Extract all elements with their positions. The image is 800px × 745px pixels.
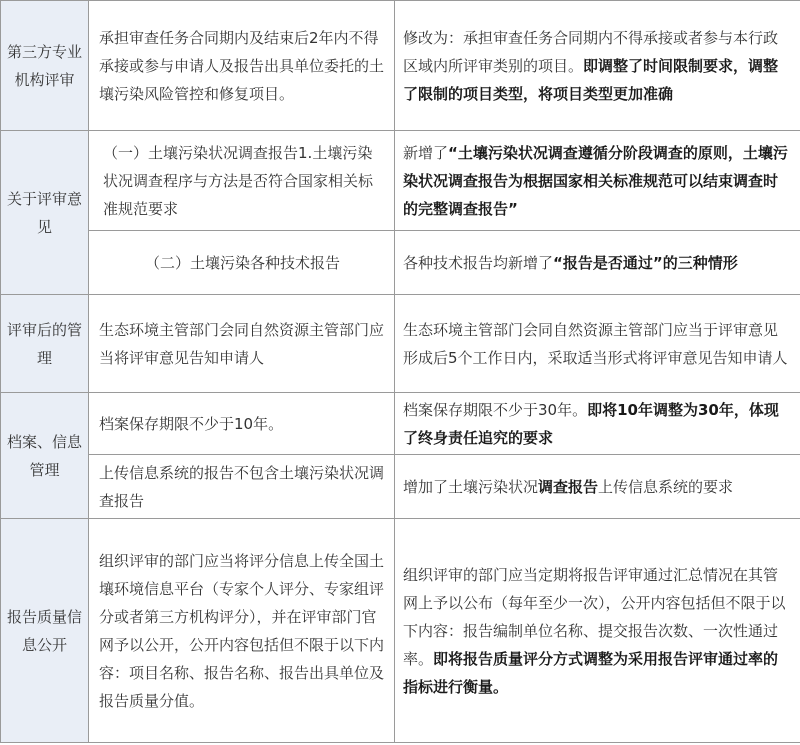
original-text: 生态环境主管部门会同自然资源主管部门应当将评审意见告知申请人 (89, 295, 395, 393)
row-category: 档案、信息管理 (1, 393, 89, 519)
table-row (1, 231, 800, 295)
table-row (1, 455, 800, 519)
row-category: 评审后的管理 (1, 295, 89, 393)
original-text: （一）土壤污染状况调查报告1.土壤污染状况调查程序与方法是否符合国家相关标准规范要求 (89, 131, 395, 231)
table-row (1, 393, 800, 455)
revised-bold: 即将报告质量评分方式调整为采用报告评审通过率的指标进行衡量。 (403, 649, 779, 696)
revised-text (395, 455, 800, 519)
original-text: 上传信息系统的报告不包含土壤污染状况调查报告 (89, 455, 395, 519)
table-row (1, 295, 800, 393)
table-row (1, 519, 800, 743)
original-text: 承担审查任务合同期内及结束后2年内不得承接或参与申请人及报告出具单位委托的土壤污染风险管控和修复项目。 (89, 1, 395, 131)
original-text: 档案保存期限不少于10年。 (89, 393, 395, 455)
table-row (1, 1, 800, 131)
revised-plain: 新增了 (403, 143, 449, 162)
row-category: 第三方专业机构评审 (1, 1, 89, 131)
revised-bold: “土壤污染状况调查遵循分阶段调查的原则，土壤污染状况调查报告为根据国家相关标准规范可以结束调查时的完整调查报告” (403, 143, 788, 218)
revised-text (395, 393, 800, 455)
revised-post: 上传信息系统的要求 (598, 477, 734, 496)
revised-text (395, 1, 800, 131)
revised-pre: 增加了土壤污染状况 (403, 477, 539, 496)
revised-text: 生态环境主管部门会同自然资源主管部门应当于评审意见形成后5个工作日内，采取适当形式将评审意见告知申请人 (395, 295, 800, 393)
revised-bold: 即调整了时间限制要求，调整了限制的项目类型，将项目类型更加准确 (403, 56, 779, 103)
revised-plain: 档案保存期限不少于30年。 (403, 400, 588, 419)
revised-text (395, 131, 800, 231)
row-category: 报告质量信息公开 (1, 519, 89, 743)
revised-bold: 调查报告 (538, 477, 599, 496)
original-text: 组织评审的部门应当将评分信息上传全国土壤环境信息平台（专家个人评分、专家组评分或者第三方机构评分），并在评审部门官网予以公开，公开内容包括但不限于以下内容：项目名称、报告名称、报告出具单位及报告质量分值。 (89, 519, 395, 743)
revised-plain: 各种技术报告均新增了 (403, 253, 554, 272)
revised-text (395, 231, 800, 295)
table-row (1, 131, 800, 231)
revised-plain: 修改为：承担审查任务合同期内不得承接或者参与本行政区域内所评审类别的项目。 (403, 28, 779, 75)
row-category: 关于评审意见 (1, 131, 89, 295)
revised-plain: 组织评审的部门应当定期将报告评审通过汇总情况在其管网上予以公布（每年至少一次），公开内容包括但不限于以下内容：报告编制单位名称、提交报告次数、一次性通过率。 (403, 565, 786, 668)
revised-bold: 即将10年调整为30年，体现了终身责任追究的要求 (403, 400, 779, 447)
original-text: （二）土壤污染各种技术报告 (89, 231, 395, 295)
revised-text (395, 519, 800, 743)
revised-bold: “报告是否通过”的三种情形 (553, 253, 738, 272)
